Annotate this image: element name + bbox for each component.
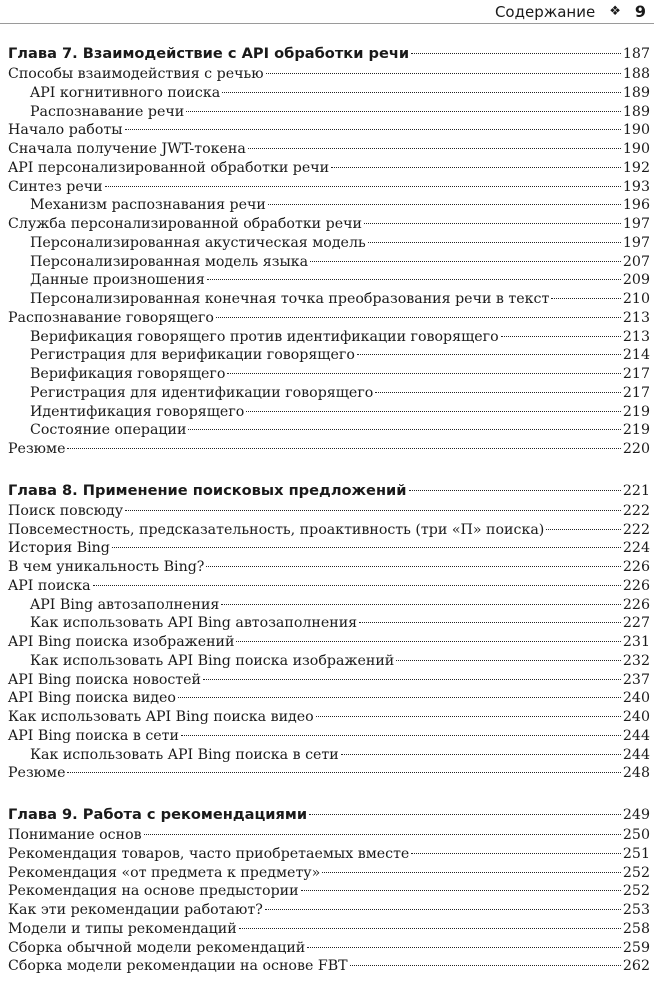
toc-entry-page: 252	[622, 864, 650, 881]
toc-entry-page: 222	[622, 521, 650, 538]
dot-leader	[144, 834, 621, 835]
dot-leader	[375, 392, 621, 393]
toc-entry-title: Резюме	[8, 441, 66, 457]
toc-entry-page: 240	[622, 709, 650, 725]
dot-leader	[396, 660, 621, 661]
toc-entry-title: Рекомендация «от предмета к предмету»	[8, 864, 321, 881]
toc-entry-title: API Bing поиска в сети	[8, 727, 179, 744]
toc-entry[interactable]	[8, 539, 650, 558]
toc-entry-page: 249	[622, 807, 650, 823]
dot-leader	[310, 261, 621, 262]
dot-leader	[67, 448, 620, 449]
toc-entry-page: 190	[622, 122, 650, 139]
toc-entry[interactable]	[8, 365, 650, 384]
toc-entry[interactable]	[8, 746, 650, 765]
toc-entry-title: Рекомендация на основе предыстории	[8, 883, 299, 900]
toc-entry-title: Распознавание говорящего	[8, 309, 214, 326]
dot-leader	[125, 510, 621, 511]
dot-leader	[359, 622, 621, 623]
toc-entry-page: 232	[622, 652, 650, 669]
chapter-block	[8, 805, 650, 976]
dot-leader	[221, 604, 621, 605]
toc-entry-title: Верификация говорящего против идентификации говорящего	[30, 328, 499, 345]
toc-entry-page: 217	[622, 384, 650, 401]
toc-entry[interactable]	[8, 271, 650, 290]
toc-entry-title: Сначала получение JWT-токена	[8, 141, 246, 157]
toc-entry-page: 197	[622, 234, 650, 251]
toc-entry-title: Способы взаимодействия с речью	[8, 66, 264, 82]
toc-entry-title: Глава 7. Взаимодействие с API обработки речи	[8, 45, 410, 62]
dot-leader	[301, 890, 621, 891]
dot-leader	[546, 529, 621, 530]
dot-leader	[316, 716, 621, 717]
toc-entry-page: 197	[622, 216, 650, 232]
toc-entry[interactable]	[8, 689, 650, 708]
dot-leader	[266, 73, 621, 74]
toc-entry[interactable]	[8, 521, 650, 540]
toc-entry-title: Персонализированная модель языка	[30, 253, 309, 270]
dot-leader	[341, 754, 621, 755]
dot-leader	[93, 585, 621, 586]
toc-entry-title: Служба персонализированной обработки речи	[8, 216, 362, 232]
dot-leader	[188, 429, 620, 430]
toc-entry[interactable]	[8, 215, 650, 234]
dot-leader	[206, 566, 621, 567]
dot-leader	[112, 547, 621, 548]
toc-entry[interactable]	[8, 577, 650, 596]
toc-entry-page: 209	[622, 272, 650, 289]
toc-entry-title: Глава 8. Применение поисковых предложений	[8, 481, 407, 499]
toc-entry-page: 250	[622, 827, 650, 843]
dot-leader	[105, 186, 621, 187]
toc-entry-page: 189	[622, 103, 650, 120]
toc-entry-page: 244	[622, 727, 650, 744]
toc-entry-page: 187	[622, 46, 650, 62]
toc-entry[interactable]	[8, 596, 650, 615]
dot-leader	[551, 298, 621, 299]
toc-entry-title: Как использовать API Bing поиска изображений	[30, 652, 395, 669]
toc-entry-title: Начало работы	[8, 122, 123, 139]
toc-entry-title: История Bing	[8, 540, 110, 557]
toc-entry-title: API Bing поиска новостей	[8, 671, 202, 688]
toc-entry-title: Понимание основ	[8, 827, 142, 843]
toc-entry[interactable]	[8, 196, 650, 215]
chapter-block	[8, 44, 650, 459]
toc-entry[interactable]	[8, 84, 650, 103]
dot-leader	[125, 129, 621, 130]
toc-entry-page: 193	[622, 178, 650, 195]
dot-leader	[411, 53, 621, 54]
dot-leader	[222, 92, 621, 93]
toc-entry[interactable]	[8, 65, 650, 84]
running-header	[0, 0, 654, 24]
toc-entry-title: Как использовать API Bing поиска видео	[8, 709, 314, 725]
toc-entry-title: Как использовать API Bing поиска в сети	[30, 746, 339, 763]
toc-entry[interactable]	[8, 234, 650, 253]
toc-entry-title: API когнитивного поиска	[30, 84, 221, 101]
toc-entry[interactable]	[8, 121, 650, 140]
toc-entry-title: Синтез речи	[8, 178, 103, 195]
dot-leader	[186, 111, 621, 112]
toc-entry-page: 192	[622, 159, 650, 176]
toc-entry-title: Поиск повсюду	[8, 502, 124, 519]
toc-entry-page: 244	[622, 746, 650, 763]
dot-leader	[331, 167, 621, 168]
toc-entry-page: 221	[622, 482, 650, 499]
toc-entry[interactable]	[8, 178, 650, 197]
toc-entry[interactable]	[8, 920, 650, 939]
toc-entry-page: 189	[622, 84, 650, 101]
toc-entry-title: Идентификация говорящего	[30, 403, 245, 420]
toc-entry-title: Сборка обычной модели рекомендаций	[8, 939, 306, 956]
toc-entry-title: Резюме	[8, 765, 66, 782]
toc-entry-page: 240	[622, 690, 650, 707]
toc-entry[interactable]	[8, 652, 650, 671]
toc-entry[interactable]	[8, 403, 650, 422]
toc-entry[interactable]	[8, 502, 650, 521]
toc-entry-page: 207	[622, 253, 650, 270]
toc-entry-title: Персонализированная акустическая модель	[30, 234, 366, 251]
toc-entry[interactable]	[8, 939, 650, 958]
toc-entry-page: 251	[622, 845, 650, 862]
dot-leader	[309, 814, 621, 815]
dot-leader	[322, 872, 621, 873]
toc-entry[interactable]	[8, 309, 650, 328]
dot-leader	[207, 279, 621, 280]
toc-entry-page: 226	[622, 596, 650, 613]
dot-leader	[364, 223, 621, 224]
dot-leader	[67, 772, 620, 773]
toc-entry-page: 217	[622, 366, 650, 382]
toc-entry-page: 219	[622, 403, 650, 420]
toc-entry-page: 219	[622, 422, 650, 439]
toc-entry-page: 226	[622, 559, 650, 575]
toc-entry-page: 262	[622, 958, 650, 975]
toc-entry[interactable]	[8, 882, 650, 901]
toc-entry[interactable]	[8, 614, 650, 633]
toc-entry-page: 258	[622, 920, 650, 937]
section-title: Содержание	[494, 2, 596, 21]
dot-leader	[368, 242, 621, 243]
page-number: 9	[634, 2, 646, 21]
toc-entry[interactable]	[8, 633, 650, 652]
toc-entry-title: API Bing поиска видео	[8, 690, 176, 707]
toc-entry[interactable]	[8, 845, 650, 864]
toc-entry[interactable]	[8, 440, 650, 459]
toc-entry-page: 214	[622, 347, 650, 364]
dot-leader	[246, 411, 621, 412]
dot-leader	[268, 204, 621, 205]
dot-leader	[350, 965, 621, 966]
toc-entry[interactable]	[8, 103, 650, 122]
toc-entry-page: 227	[622, 615, 650, 632]
toc-entry-title: API персонализированной обработки речи	[8, 159, 330, 176]
dot-leader	[181, 735, 621, 736]
toc-entry-title: API Bing автозаполнения	[30, 596, 220, 613]
toc-entry-title: Сборка модели рекомендации на основе FBT	[8, 958, 348, 975]
toc-entry-title: API поиска	[8, 577, 91, 594]
dot-leader	[236, 641, 620, 642]
dot-leader	[178, 697, 621, 698]
toc-entry-page: 248	[622, 765, 650, 782]
toc-entry[interactable]	[8, 558, 650, 577]
toc-entry[interactable]	[8, 328, 650, 347]
chapter-heading[interactable]	[8, 481, 650, 501]
dot-leader	[501, 336, 621, 337]
toc-entry[interactable]	[8, 727, 650, 746]
dot-leader	[239, 928, 621, 929]
toc-entry-page: 259	[622, 939, 650, 956]
toc-entry[interactable]	[8, 671, 650, 690]
table-of-contents	[8, 44, 650, 998]
dot-leader	[248, 148, 621, 149]
toc-entry-page: 226	[622, 577, 650, 594]
toc-entry-title: Верификация говорящего	[30, 366, 226, 382]
toc-entry-page: 253	[622, 902, 650, 918]
toc-entry-page: 190	[622, 141, 650, 157]
toc-entry-page: 224	[622, 540, 650, 557]
dot-leader	[227, 373, 621, 374]
toc-entry[interactable]	[8, 957, 650, 976]
toc-entry-title: Персонализированная конечная точка преобразования речи в текст	[30, 291, 550, 307]
toc-entry-title: Модели и типы рекомендаций	[8, 920, 237, 937]
toc-entry[interactable]	[8, 826, 650, 845]
dot-leader	[411, 853, 621, 854]
dot-leader	[357, 354, 621, 355]
chapter-heading[interactable]	[8, 44, 650, 64]
toc-entry-page: 220	[622, 441, 650, 457]
ornament-icon: ❖	[609, 4, 621, 19]
dot-leader	[203, 679, 621, 680]
toc-entry-page: 210	[622, 291, 650, 307]
toc-entry[interactable]	[8, 140, 650, 159]
toc-entry-title: Глава 9. Работа с рекомендациями	[8, 806, 308, 823]
toc-entry[interactable]	[8, 346, 650, 365]
toc-entry[interactable]	[8, 253, 650, 272]
toc-entry-page: 196	[622, 197, 650, 214]
toc-entry[interactable]	[8, 159, 650, 178]
toc-entry-page: 231	[622, 634, 650, 650]
toc-entry-page: 222	[622, 502, 650, 519]
toc-entry-page: 252	[622, 883, 650, 900]
toc-entry-page: 188	[622, 66, 650, 82]
toc-entry[interactable]	[8, 864, 650, 883]
dot-leader	[216, 317, 621, 318]
toc-entry-title: Состояние операции	[30, 422, 187, 439]
toc-entry[interactable]	[8, 384, 650, 403]
toc-entry-page: 213	[622, 328, 650, 345]
dot-leader	[265, 909, 621, 910]
toc-entry[interactable]	[8, 901, 650, 920]
toc-entry-title: Рекомендация товаров, часто приобретаемых вместе	[8, 845, 410, 862]
toc-entry-title: Механизм распознавания речи	[30, 197, 266, 214]
toc-entry-title: В чем уникальность Bing?	[8, 559, 205, 575]
toc-entry[interactable]	[8, 421, 650, 440]
toc-entry-title: Распознавание речи	[30, 103, 185, 120]
toc-entry-title: Повсеместность, предсказательность, проактивность (три «П» поиска)	[8, 521, 545, 538]
dot-leader	[307, 947, 621, 948]
toc-entry-title: Регистрация для верификации говорящего	[30, 347, 355, 364]
toc-entry-title: Данные произношения	[30, 272, 205, 289]
toc-entry-page: 237	[622, 671, 650, 688]
toc-entry-title: Регистрация для идентификации говорящего	[30, 384, 374, 401]
dot-leader	[409, 490, 621, 491]
chapter-heading[interactable]	[8, 805, 650, 825]
toc-entry-title: Как использовать API Bing автозаполнения	[30, 615, 358, 632]
toc-entry[interactable]	[8, 290, 650, 309]
chapter-block	[8, 481, 650, 783]
toc-entry[interactable]	[8, 708, 650, 727]
toc-entry-title: API Bing поиска изображений	[8, 634, 235, 650]
toc-entry-page: 213	[622, 309, 650, 326]
toc-entry-title: Как эти рекомендации работают?	[8, 902, 263, 918]
toc-entry[interactable]	[8, 764, 650, 783]
